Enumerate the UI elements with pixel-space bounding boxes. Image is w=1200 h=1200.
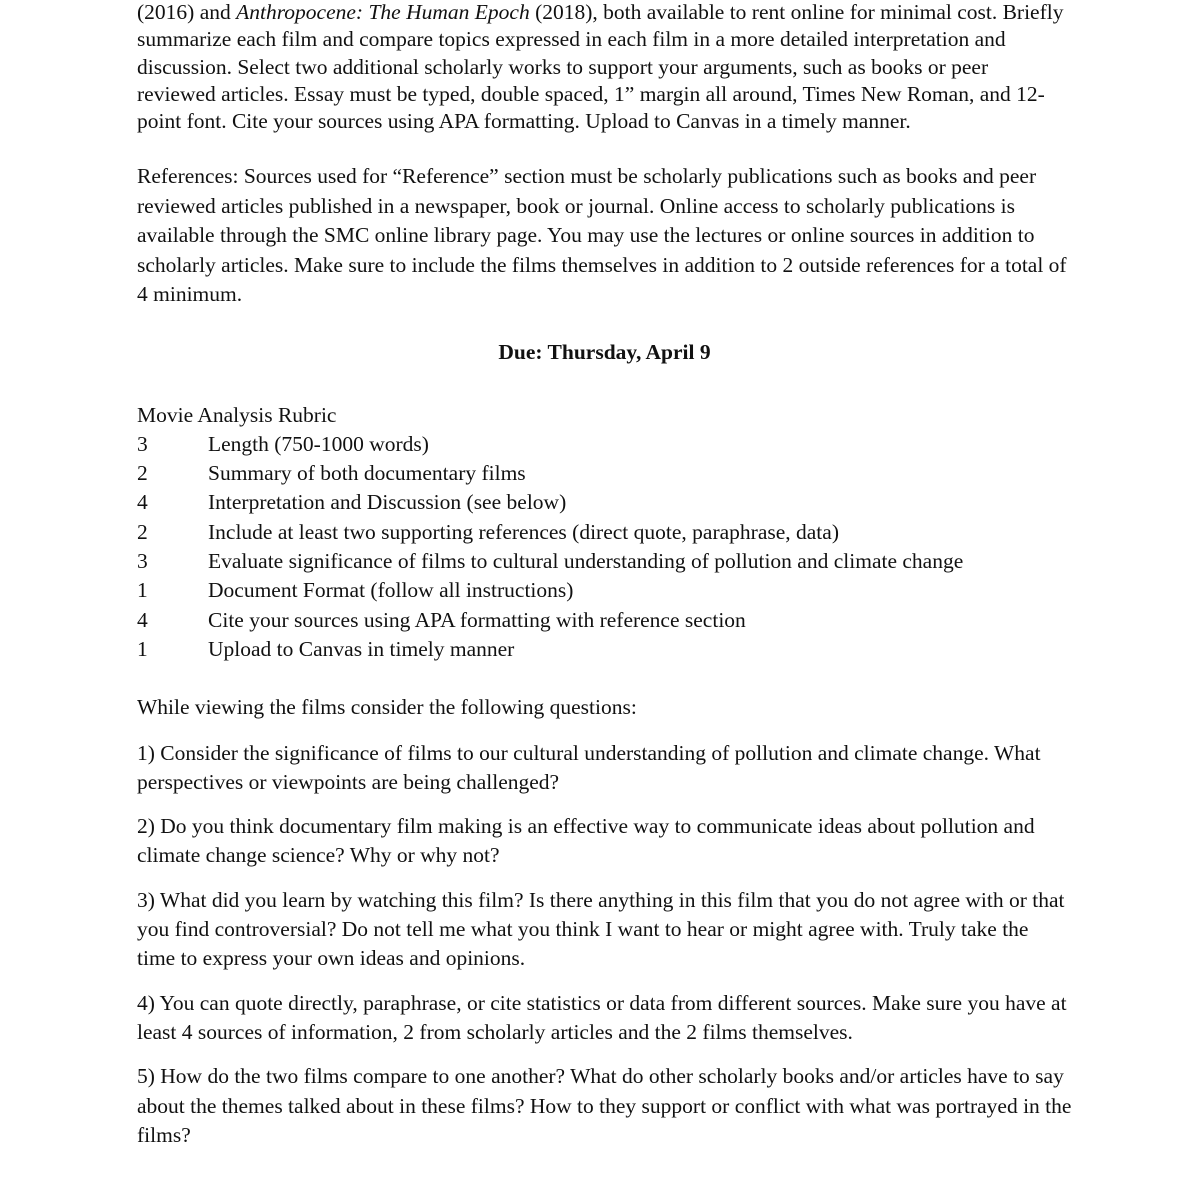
- rubric-title: Movie Analysis Rubric: [137, 402, 337, 427]
- rubric-points: 1: [137, 636, 148, 661]
- rubric-points: 4: [137, 490, 148, 515]
- rubric-row: [137, 430, 1072, 459]
- rubric-points: 2: [137, 461, 148, 486]
- rubric-row: [137, 518, 1072, 547]
- rubric-criterion: Summary of both documentary films: [208, 461, 526, 486]
- rubric-points: 3: [137, 549, 148, 573]
- rubric-row: [137, 488, 1072, 517]
- rubric: [137, 401, 1072, 665]
- question-5: 5) How do the two films compare to one another? What do other scholarly books and/or articles have to say about the themes talked about in these films? How to they support or conflict with what was portrayed in the films?: [137, 1064, 1072, 1147]
- intro-text-part1: (2016) and: [137, 0, 237, 24]
- due-date: Due: Thursday, April 9: [498, 339, 711, 364]
- rubric-criterion: Document Format (follow all instructions): [208, 578, 574, 603]
- rubric-criterion: Interpretation and Discussion (see below): [208, 490, 567, 515]
- rubric-points: 4: [137, 607, 148, 632]
- rubric-row: [137, 635, 1072, 664]
- rubric-row: [137, 606, 1072, 635]
- rubric-criterion: Include at least two supporting references (direct quote, paraphrase, data): [208, 519, 839, 544]
- question-1: 1) Consider the significance of films to our cultural understanding of pollution and climate change. What perspectives or viewpoints are being challenged?: [137, 740, 1041, 794]
- rubric-criterion: Evaluate significance of films to cultural understanding of pollution and climate change: [208, 549, 964, 573]
- references-paragraph: References: Sources used for “Reference” section must be scholarly publications such as books and peer reviewed articles published in a newspaper, book or journal. Online access to scholarly publications is available through the SMC online library page. You may use the lectures or online sources in addition to scholarly articles. Make sure to include the films themselves in addition to 2 outside references for a total of 4 minimum.: [137, 164, 1067, 307]
- rubric-criterion: Cite your sources using APA formatting with reference section: [208, 607, 746, 632]
- intro-text-part2: (2018), both available to rent online for minimal cost. Briefly summarize each film and compare topics expressed in each film in a more detailed interpretation and discussion. Select two additional scholarly works to support your arguments, such as books or peer reviewed articles. Essay must be typed, double spaced, 1” margin all around, Times New Roman, and 12-point font. Cite your sources using APA formatting. Upload to Canvas in a timely manner.: [137, 0, 1064, 134]
- assignment-instructions: [137, 0, 1072, 135]
- film-title-anthropocene: Anthropocene: The Human Epoch: [236, 0, 530, 24]
- question-2: 2) Do you think documentary film making is an effective way to communicate ideas about pollution and climate change science? Why or why not?: [137, 814, 1035, 868]
- rubric-points: 1: [137, 578, 148, 603]
- rubric-row: [137, 547, 1072, 576]
- rubric-row: [137, 459, 1072, 488]
- question-4: 4) You can quote directly, paraphrase, or cite statistics or data from different sources. Make sure you have at least 4 sources of information, 2 from scholarly articles and the 2 films themselves.: [137, 990, 1067, 1044]
- rubric-points: 3: [137, 431, 148, 456]
- rubric-row: [137, 576, 1072, 605]
- rubric-points: 2: [137, 519, 148, 544]
- rubric-criterion: Upload to Canvas in timely manner: [208, 636, 515, 661]
- questions-intro: While viewing the films consider the following questions:: [137, 695, 637, 720]
- question-3: 3) What did you learn by watching this film? Is there anything in this film that you do not agree with or that you find controversial? Do not tell me what you think I want to hear or might agree with. Truly take the time to express your own ideas and opinions.: [137, 887, 1065, 971]
- document-page: [137, 0, 1072, 1150]
- rubric-criterion: Length (750-1000 words): [208, 431, 429, 456]
